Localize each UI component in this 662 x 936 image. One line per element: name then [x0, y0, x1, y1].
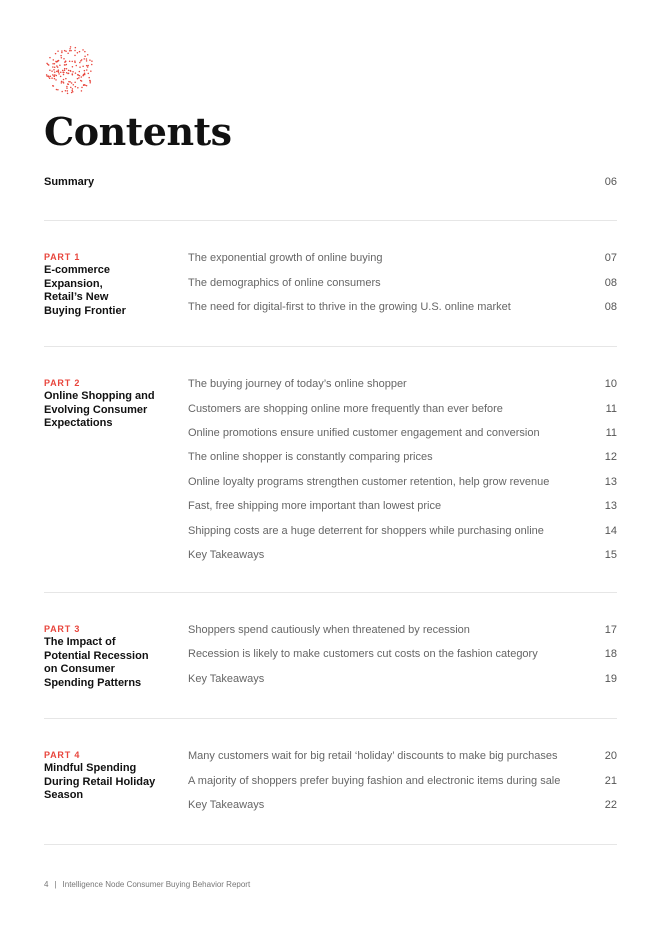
- logo-dot: [48, 76, 50, 78]
- logo-dot: [77, 78, 79, 80]
- toc-entry[interactable]: [188, 476, 617, 492]
- logo-dot: [75, 47, 77, 49]
- toc-entry[interactable]: [188, 451, 617, 467]
- logo-dot: [57, 50, 59, 52]
- toc-entry[interactable]: [188, 427, 617, 443]
- toc-entry[interactable]: [188, 549, 617, 565]
- toc-entry-page: 21: [604, 775, 617, 787]
- logo-dot: [86, 69, 88, 71]
- logo-dot: [63, 74, 65, 76]
- part-4-section: [44, 750, 617, 820]
- logo-dot: [60, 76, 62, 78]
- toc-entry-page: 08: [604, 277, 617, 289]
- logo-dot: [90, 70, 92, 72]
- logo-dot: [88, 77, 90, 79]
- toc-entry-text: Fast, free shipping more important than lowest price: [188, 500, 442, 512]
- logo-dot: [81, 76, 83, 78]
- logo-dot: [69, 61, 71, 63]
- toc-entry-text: Online loyalty programs strengthen customer retention, help grow revenue: [188, 476, 550, 488]
- footer-page-number: 4: [44, 880, 49, 889]
- logo-dot: [65, 90, 67, 92]
- toc-entry-text: Online promotions ensure unified customer engagement and conversion: [188, 427, 540, 439]
- logo-dot: [67, 73, 69, 75]
- logo-dot: [74, 81, 76, 83]
- toc-entry-text: Recession is likely to make customers cut costs on the fashion category: [188, 648, 538, 660]
- part-1-tag: PART 1: [44, 252, 81, 262]
- logo-dot: [53, 85, 55, 87]
- toc-entry-page: 10: [604, 378, 617, 390]
- logo-dot: [54, 78, 56, 80]
- logo-dot: [74, 60, 76, 62]
- logo-dot: [84, 73, 86, 75]
- logo-dot: [61, 52, 63, 54]
- part-2-tag: PART 2: [44, 378, 81, 388]
- logo-dot: [68, 70, 70, 72]
- summary-row[interactable]: [44, 176, 617, 192]
- toc-entry[interactable]: [188, 750, 617, 766]
- logo-dot: [61, 91, 63, 93]
- logo-dot: [86, 60, 88, 62]
- logo-dot: [79, 71, 81, 73]
- logo-dot: [56, 75, 58, 77]
- logo-dot: [78, 77, 80, 79]
- toc-entry[interactable]: [188, 525, 617, 541]
- toc-entry[interactable]: [188, 403, 617, 419]
- toc-entry[interactable]: [188, 277, 617, 293]
- logo-dot: [49, 70, 51, 72]
- footer-report-title: Intelligence Node Consumer Buying Behavior Report: [62, 880, 251, 889]
- logo-dot: [65, 60, 67, 62]
- logo-dot: [72, 66, 74, 68]
- logo-dot: [81, 87, 83, 89]
- logo-dot: [58, 60, 60, 62]
- logo-dot: [49, 77, 51, 79]
- toc-entry-page: 14: [604, 525, 617, 537]
- footer-separator: |: [54, 880, 57, 889]
- toc-entry-page: 15: [604, 549, 617, 561]
- part-4-title: Mindful Spending During Retail Holiday Season: [44, 762, 156, 801]
- logo-dot: [64, 69, 66, 71]
- logo-dot: [53, 59, 55, 61]
- logo-dot: [52, 74, 54, 76]
- logo-dot: [58, 73, 60, 75]
- toc-entry-text: The online shopper is constantly comparing prices: [188, 451, 433, 463]
- part-2-title: Online Shopping and Evolving Consumer Expectations: [44, 390, 155, 429]
- logo-dot: [74, 55, 76, 57]
- logo-dot: [67, 93, 69, 95]
- toc-entry-text: Many customers wait for big retail ‘holiday’ discounts to make big purchases: [188, 750, 558, 762]
- logo-dot: [81, 90, 83, 92]
- logo-dot: [89, 82, 91, 84]
- logo-dot: [55, 61, 57, 63]
- part-3-section: [44, 624, 617, 704]
- logo-dot: [63, 72, 65, 74]
- toc-entry-text: The exponential growth of online buying: [188, 252, 383, 264]
- logo-dot: [56, 89, 58, 91]
- part-4-tag: PART 4: [44, 750, 81, 760]
- logo-dot: [87, 54, 89, 56]
- toc-entry-page: 08: [604, 301, 617, 313]
- logo-dot: [79, 66, 81, 68]
- toc-entry-text: Customers are shopping online more frequently than ever before: [188, 403, 503, 415]
- toc-entry-page: 19: [604, 673, 617, 685]
- logo-dot: [75, 72, 77, 74]
- page-footer: [44, 880, 250, 889]
- logo-dot: [59, 65, 61, 67]
- toc-entry-page: 11: [605, 403, 617, 415]
- logo-dot: [57, 66, 59, 68]
- logo-dot: [67, 53, 69, 55]
- toc-entry-text: The buying journey of today’s online shopper: [188, 378, 407, 390]
- logo-dot: [82, 65, 84, 67]
- toc-entry-text: Shoppers spend cautiously when threatened by recession: [188, 624, 470, 636]
- logo-dot: [67, 90, 69, 92]
- logo-dot: [76, 65, 78, 67]
- logo-dot: [82, 49, 84, 51]
- logo-dot: [88, 73, 90, 75]
- part-3-title: The Impact of Potential Recession on Consumer Spending Patterns: [44, 636, 149, 689]
- logo-dot: [86, 58, 88, 60]
- logo-dot: [60, 55, 62, 57]
- logo-dot: [55, 79, 57, 81]
- toc-entry[interactable]: [188, 252, 617, 268]
- logo-dot: [72, 88, 74, 90]
- logo-dot: [54, 76, 56, 78]
- logo-dot: [87, 65, 89, 67]
- logo-dot: [69, 50, 71, 52]
- logo-dot: [52, 63, 54, 64]
- logo-dot: [71, 90, 73, 92]
- toc-entry[interactable]: [188, 775, 617, 791]
- toc-entry-page: 20: [604, 750, 617, 762]
- logo-dot: [71, 82, 73, 84]
- logo-dot: [54, 74, 56, 76]
- toc-entry-text: Key Takeaways: [188, 799, 265, 811]
- logo-dot: [83, 74, 85, 76]
- logo-dot: [65, 78, 67, 80]
- logo-dot: [69, 48, 71, 50]
- part-3-tag: PART 3: [44, 624, 81, 634]
- part-1-title: E-commerce Expansion, Retail’s New Buying Frontier: [44, 264, 126, 317]
- toc-entry-text: Shipping costs are a huge deterrent for shoppers while purchasing online: [188, 525, 544, 537]
- divider: [44, 346, 617, 347]
- summary-page-number: 06: [604, 176, 617, 188]
- logo-dot: [70, 70, 72, 72]
- toc-entry-text: The demographics of online consumers: [188, 277, 381, 289]
- logo-dot: [62, 81, 64, 83]
- logo-dot: [54, 71, 56, 73]
- logo-dot: [91, 60, 93, 62]
- logo-dot: [79, 75, 81, 77]
- logo-dot: [66, 64, 68, 65]
- logo-dot: [72, 71, 74, 73]
- toc-entry-text: A majority of shoppers prefer buying fashion and electronic items during sale: [188, 775, 561, 787]
- logo-dot: [70, 50, 72, 52]
- logo-dot: [69, 81, 71, 83]
- logo-dot: [77, 87, 79, 89]
- part-1-section: [44, 252, 617, 332]
- toc-entry-page: 18: [604, 648, 617, 660]
- logo-dot: [50, 75, 52, 77]
- toc-entry[interactable]: [188, 378, 617, 394]
- toc-entry-page: 22: [604, 799, 617, 811]
- toc-entry-page: 12: [604, 451, 617, 463]
- divider: [44, 844, 617, 845]
- logo-dot: [64, 50, 66, 52]
- logo-dot: [87, 66, 89, 68]
- logo-dot: [66, 87, 68, 89]
- toc-entry-page: 17: [604, 624, 617, 636]
- logo-dot: [52, 66, 54, 68]
- logo-dot: [72, 73, 74, 75]
- divider: [44, 592, 617, 593]
- logo-dot: [74, 50, 76, 52]
- divider: [44, 718, 617, 719]
- logo-dot: [66, 86, 68, 88]
- logo-dot: [51, 70, 53, 72]
- toc-entry-text: Key Takeaways: [188, 549, 265, 561]
- logo-dot: [79, 51, 81, 53]
- summary-label: Summary: [44, 176, 95, 188]
- toc-entry[interactable]: [188, 799, 617, 815]
- logo-dot: [86, 85, 88, 87]
- logo-dot: [46, 74, 48, 76]
- toc-entry[interactable]: [188, 648, 617, 664]
- logo-dot: [79, 62, 81, 64]
- toc-entry[interactable]: [188, 301, 617, 317]
- logo-dot: [61, 81, 63, 83]
- logo-dot: [91, 64, 93, 66]
- logo-dot: [54, 63, 56, 65]
- toc-entry-page: 07: [604, 252, 617, 264]
- logo-dot: [70, 46, 72, 48]
- logo-dot: [80, 80, 82, 82]
- logo-dot: [61, 57, 63, 59]
- logo-dot: [55, 53, 57, 55]
- logo-dot: [51, 77, 53, 79]
- toc-entry[interactable]: [188, 500, 617, 516]
- logo-dot: [65, 50, 67, 52]
- logo-dot: [64, 64, 66, 66]
- page-title: Contents: [44, 109, 232, 154]
- part-2-section: [44, 378, 617, 568]
- logo-dot: [84, 70, 86, 72]
- divider: [44, 220, 617, 221]
- logo-dot: [54, 67, 56, 69]
- logo-dot: [56, 71, 58, 73]
- logo-dot: [83, 84, 85, 86]
- logo-dot: [62, 70, 64, 72]
- logo-dot: [73, 84, 75, 86]
- logo-dot: [70, 87, 72, 89]
- toc-entry[interactable]: [188, 624, 617, 640]
- logo-dot: [84, 56, 86, 58]
- logo-dot: [84, 51, 86, 53]
- logo-dot: [57, 89, 59, 91]
- toc-entry-page: 13: [604, 476, 617, 488]
- logo-dot: [89, 59, 91, 61]
- logo-dot: [53, 69, 55, 71]
- logo-dot: [83, 58, 85, 60]
- logo-dot: [46, 63, 48, 65]
- logo-dot: [66, 72, 68, 74]
- toc-entry-text: The need for digital-first to thrive in the growing U.S. online market: [188, 301, 511, 313]
- logo-dot: [61, 50, 63, 52]
- logo-dot: [71, 61, 73, 63]
- toc-entry-page: 11: [605, 427, 617, 439]
- logo-dot: [66, 68, 68, 70]
- logo-dot: [63, 58, 65, 60]
- logo-dot: [77, 74, 79, 76]
- logo-dot: [86, 65, 88, 67]
- dotted-circle-logo-icon: [44, 44, 96, 96]
- toc-entry-text: Key Takeaways: [188, 673, 265, 685]
- logo-dot: [77, 52, 79, 54]
- toc-entry-page: 13: [604, 500, 617, 512]
- logo-dot: [89, 80, 91, 82]
- logo-dot: [80, 60, 82, 62]
- logo-dot: [61, 82, 63, 84]
- logo-dot: [60, 71, 62, 73]
- logo-dot: [57, 70, 59, 72]
- logo-dot: [64, 68, 66, 70]
- logo-dot: [67, 83, 69, 85]
- logo-dot: [49, 57, 51, 59]
- toc-entry[interactable]: [188, 673, 617, 689]
- logo-dot: [63, 79, 65, 81]
- logo-dot: [75, 86, 77, 88]
